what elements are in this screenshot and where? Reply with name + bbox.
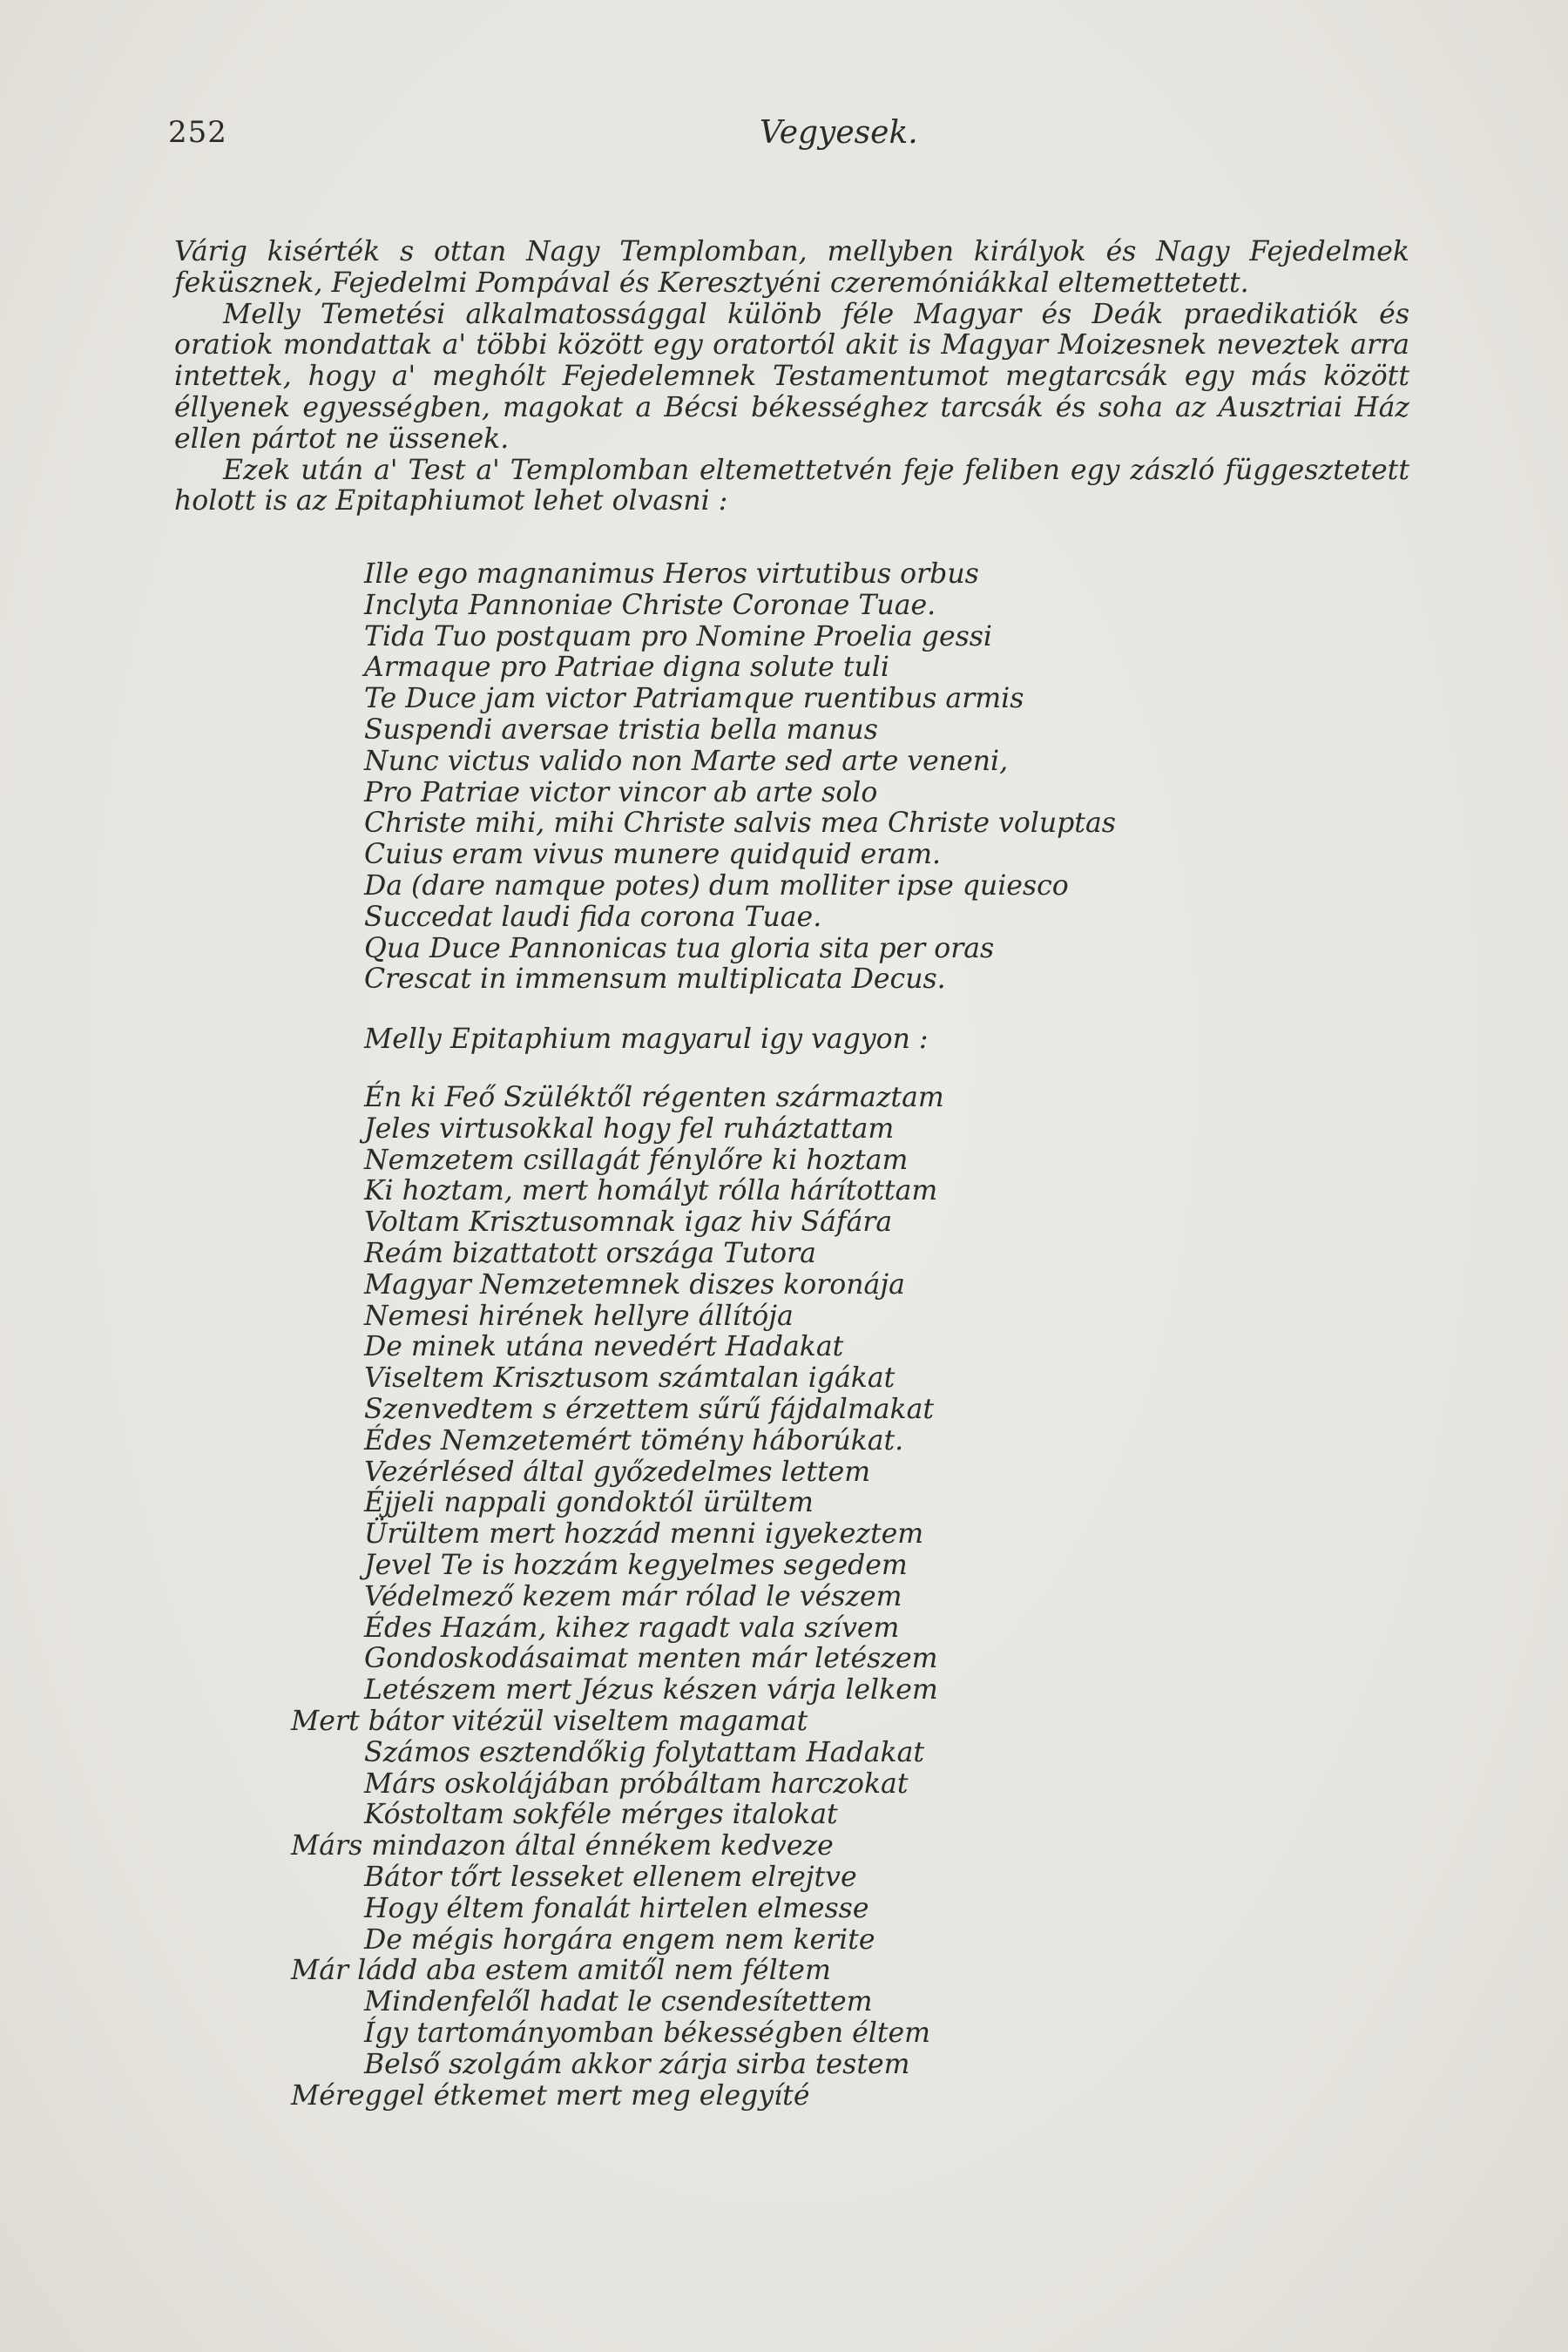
hungarian-intro: Melly Epitaphium magyarul igy vagyon : <box>364 1024 929 1055</box>
verse-line: Mert bátor vitézül viseltem magamat <box>291 1705 808 1737</box>
verse-line: Már ládd aba estem amitől nem féltem <box>291 1955 831 1987</box>
verse-line: Nemesi hirének hellyre állítója <box>364 1300 794 1332</box>
verse-line: Reám bizattatott országa Tutora <box>364 1237 816 1269</box>
verse-line: Ki hoztam, mert homályt rólla hárítottam <box>364 1175 938 1207</box>
verse-line: Ille ego magnanimus Heros virtutibus orbus <box>364 558 979 590</box>
verse-line: Én ki Feő Szüléktől régenten származtam <box>364 1082 944 1113</box>
verse-line: Cuius eram vivus munere quidquid eram. <box>364 839 941 871</box>
verse-line: Védelmező kezem már rólad le vészem <box>364 1580 902 1612</box>
verse-line: Viseltem Krisztusom számtalan igákat <box>364 1362 896 1395</box>
verse-line: Pro Patriae victor vincor ab arte solo <box>364 776 878 808</box>
verse-line: Gondoskodásaimat menten már letészem <box>364 1643 938 1675</box>
verse-line: Éjjeli nappali gondoktól ürültem <box>364 1487 814 1519</box>
page-number: 252 <box>168 115 227 150</box>
verse-line: Édes Nemzetemért tömény háborúkat. <box>364 1424 904 1456</box>
verse-line: Így tartományomban békességben éltem <box>364 2017 931 2049</box>
verse-line: Suspendi aversae tristia bella manus <box>364 713 878 746</box>
verse-line: Hogy éltem fonalát hirtelen elmesse <box>364 1892 869 1924</box>
verse-line: Szenvedtem s érzettem sűrű fájdalmakat <box>364 1393 935 1425</box>
verse-line: Armaque pro Patriae digna solute tuli <box>364 652 889 684</box>
hungarian-epitaph <box>291 1082 944 2112</box>
verse-line: Belső szolgám akkor zárja sirba testem <box>364 2048 910 2080</box>
verse-line: Crescat in immensum multiplicata Decus. <box>364 963 946 996</box>
verse-line: Vezérlésed által győzedelmes lettem <box>364 1456 871 1488</box>
prose-paragraph: Melly Temetési alkalmatossággal különb féle Magyar és Deák praedikatiók és oratiok mondattak a' többi között egy oratortól akit is Magyar Moizesnek neveztek arra intettek, hogy a' meghólt Fejedelemnek Testamentumot megtarcsák egy más között éllyenek egyességben, magokat a Bécsi békességhez tarcsák és soha az Ausztriai Ház ellen pártot ne üssenek. <box>174 298 1409 455</box>
latin-epitaph <box>364 559 1116 996</box>
verse-line: Nunc victus valido non Marte sed arte veneni, <box>364 745 1009 777</box>
verse-line: Márs mindazon által énnékem kedveze <box>291 1830 834 1862</box>
verse-line: Tida Tuo postquam pro Nomine Proelia gessi <box>364 620 993 652</box>
verse-line: De minek utána nevedért Hadakat <box>364 1331 844 1363</box>
page-header <box>0 115 1568 150</box>
verse-line: Méreggel étkemet mert meg elegyíté <box>291 2079 810 2112</box>
verse-line: Mindenfelől hadat le csendesítettem <box>364 1986 873 2018</box>
verse-line: Márs oskolájában próbáltam harczokat <box>364 1767 909 1800</box>
verse-line: Magyar Nemzetemnek diszes koronája <box>364 1268 905 1301</box>
verse-line: Jeles virtusokkal hogy fel ruháztattam <box>364 1112 895 1145</box>
verse-line: Ürültem mert hozzád menni igyekeztem <box>364 1518 924 1551</box>
verse-line: Bátor tőrt lesseket ellenem elrejtve <box>364 1861 857 1893</box>
verse-line: Te Duce jam victor Patriamque ruentibus armis <box>364 683 1024 715</box>
verse-line: Édes Hazám, kihez ragadt vala szívem <box>364 1612 900 1644</box>
prose-text <box>174 237 1409 517</box>
verse-line: Succedat laudi fida corona Tuae. <box>364 901 822 933</box>
verse-line: Voltam Krisztusomnak igaz hiv Sáfára <box>364 1206 893 1239</box>
verse-line: Inclyta Pannoniae Christe Coronae Tuae. <box>364 589 936 621</box>
verse-line: Qua Duce Pannonicas tua gloria sita per oras <box>364 932 995 964</box>
verse-line: De mégis horgára engem nem kerite <box>364 1923 875 1956</box>
verse-line: Nemzetem csillagát fénylőre ki hoztam <box>364 1144 909 1176</box>
verse-line: Letészem mert Jézus készen várja lelkem <box>364 1674 938 1707</box>
running-head: Vegyesek. <box>760 115 918 151</box>
verse-line: Da (dare namque potes) dum molliter ipse quiesco <box>364 869 1069 902</box>
prose-paragraph: Ezek után a' Test a' Templomban eltemettetvén feje feliben egy zászló függesztetett holott is az Epitaphiumot lehet olvasni : <box>174 454 1409 517</box>
verse-line: Számos esztendőkig folytattam Hadakat <box>364 1736 925 1768</box>
verse-line: Christe mihi, mihi Christe salvis mea Christe voluptas <box>364 808 1116 840</box>
verse-line: Kóstoltam sokféle mérges italokat <box>364 1799 838 1831</box>
verse-line: Jevel Te is hozzám kegyelmes segedem <box>364 1549 908 1581</box>
prose-paragraph: Várig kisérték s ottan Nagy Templomban, mellyben királyok és Nagy Fejedelmek feküsznek, Fejedelmi Pompával és Keresztyéni czeremóniákkal eltemettetett. <box>174 236 1409 299</box>
